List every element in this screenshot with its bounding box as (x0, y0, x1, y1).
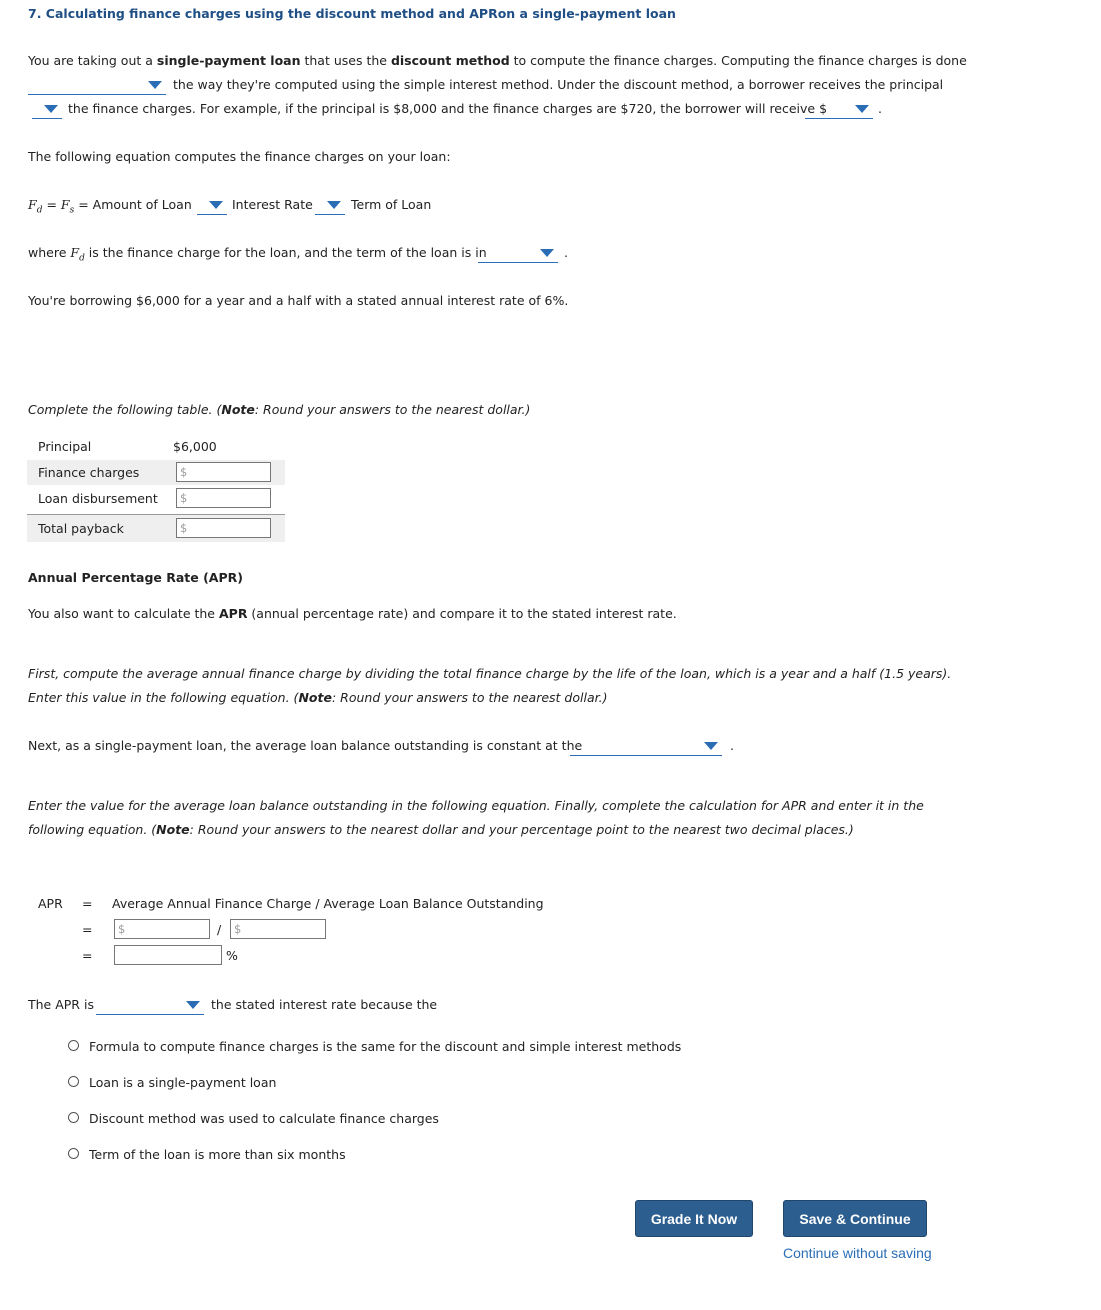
apr-intro: You also want to calculate the APR (annual percentage rate) and compare it to the stated interest rate. (28, 606, 677, 621)
radio-option-1[interactable] (68, 1040, 79, 1051)
radio-option-3[interactable] (68, 1112, 79, 1123)
table-instructions: Complete the following table. (Note: Round your answers to the nearest dollar.) (28, 402, 531, 417)
equation-intro: The following equation computes the finance charges on your loan: (28, 149, 451, 164)
apr-formula: Average Annual Finance Charge / Average Loan Balance Outstanding (112, 896, 544, 911)
option-label: Term of the loan is more than six months (89, 1147, 346, 1162)
enter-instruction-1: Enter the value for the average loan balance outstanding in the following equation. Finally, complete the calculation for APR and enter it in the (28, 798, 924, 813)
option-label: Formula to compute finance charges is the same for the discount and simple interest methods (89, 1039, 682, 1054)
principal-value: $6,000 (173, 439, 217, 454)
disbursement-dropdown[interactable] (805, 100, 873, 119)
apr-is-text: The APR is (28, 997, 94, 1012)
term-unit-dropdown[interactable] (478, 244, 558, 263)
apr-heading: Annual Percentage Rate (APR) (28, 570, 243, 585)
continue-without-saving-link[interactable]: Continue without saving (783, 1245, 932, 1261)
chevron-down-icon (209, 201, 223, 209)
borrowing-text: You're borrowing $6,000 for a year and a half with a stated annual interest rate of 6%. (28, 293, 569, 308)
apr-comparison-dropdown[interactable] (96, 996, 204, 1015)
intro-line-1: You are taking out a single-payment loan that uses the discount method to compute the finance charges. Computing the finance charges is done (28, 53, 967, 68)
intro-line-2: the way they're computed using the simple interest method. Under the discount method, a borrower receives the principal (173, 77, 944, 92)
intro-line-3: the finance charges. For example, if the principal is $8,000 and the finance charges are $720, the borrower will receive $ (68, 101, 828, 116)
next-text: Next, as a single-payment loan, the average loan balance outstanding is constant at the (28, 738, 583, 753)
apr-label: APR (38, 896, 63, 911)
comparison-dropdown[interactable] (28, 76, 166, 95)
chevron-down-icon (855, 105, 869, 113)
question-title: 7. Calculating finance charges using the discount method and APRon a single-payment loan (28, 6, 676, 21)
finance-charge-equation: $F_d = F_s$ = Amount of Loan (28, 197, 192, 216)
first-instruction-2: Enter this value in the following equation. (Note: Round your answers to the nearest dollar.) (28, 690, 608, 705)
avg-loan-balance-input[interactable]: $ (230, 919, 326, 939)
finance-charges-input[interactable]: $ (176, 462, 271, 482)
operator-dropdown-2[interactable] (315, 196, 345, 215)
loan-disbursement-input[interactable]: $ (176, 488, 271, 508)
apr-percent-input[interactable] (114, 945, 222, 965)
option-label: Loan is a single-payment loan (89, 1075, 277, 1090)
chevron-down-icon (148, 81, 162, 89)
table-row: Loan disbursement $ (27, 486, 285, 512)
total-payback-input[interactable]: $ (176, 518, 271, 538)
chevron-down-icon (44, 105, 58, 113)
grade-it-now-button[interactable]: Grade It Now (635, 1200, 753, 1237)
option-label: Discount method was used to calculate finance charges (89, 1111, 439, 1126)
first-instruction-1: First, compute the average annual finance charge by dividing the total finance charge by the life of the loan, which is a year and a half (1.5 years). (28, 666, 952, 681)
table-row: Total payback $ (27, 515, 285, 542)
table-row: Principal $6,000 (38, 439, 217, 454)
avg-finance-charge-input[interactable]: $ (114, 919, 210, 939)
radio-option-4[interactable] (68, 1148, 79, 1159)
table-row: Finance charges $ (27, 460, 285, 485)
save-continue-button[interactable]: Save & Continue (783, 1200, 927, 1237)
where-text: where $F_d$ is the finance charge for the loan, and the term of the loan is in (28, 245, 487, 264)
chevron-down-icon (186, 1001, 200, 1009)
operator-dropdown-1[interactable] (197, 196, 227, 215)
chevron-down-icon (540, 249, 554, 257)
radio-option-2[interactable] (68, 1076, 79, 1087)
chevron-down-icon (327, 201, 341, 209)
enter-instruction-2: following equation. (Note: Round your answers to the nearest dollar and your percentage point to the nearest two decimal places.) (28, 822, 854, 837)
balance-dropdown[interactable] (570, 737, 722, 756)
chevron-down-icon (704, 742, 718, 750)
principal-relation-dropdown[interactable] (32, 100, 62, 119)
